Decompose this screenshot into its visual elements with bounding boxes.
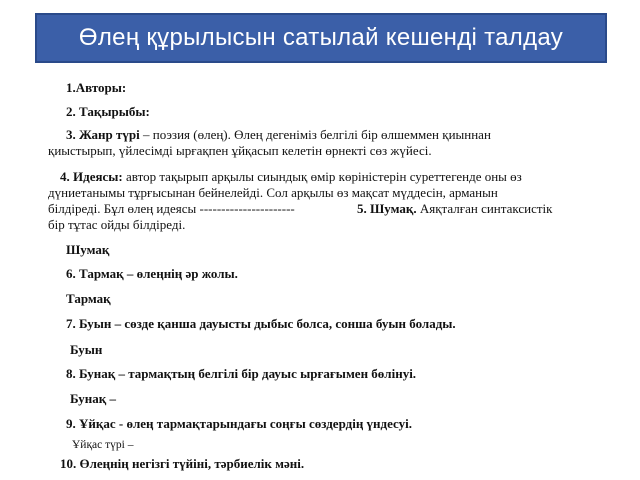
- genre-item: [66, 127, 491, 142]
- authors-item: 1.Авторы:: [66, 80, 127, 95]
- foot-heading: Бунақ –: [70, 391, 117, 406]
- line-definition: 6. Тармақ – өлеңнің әр жолы.: [66, 266, 238, 281]
- stanza-text-continued: бір тұтас ойды білдіреді.: [48, 217, 186, 232]
- page-title: Өлең құрылысын сатылай кешенді талдау: [78, 24, 564, 51]
- genre-label: 3. Жанр түрі: [66, 127, 140, 142]
- title-banner: [35, 13, 607, 63]
- core-meaning: 10. Өлеңнің негізгі түйіні, тәрбиелік мәні.: [60, 456, 305, 471]
- foot-definition: 8. Бунақ – тармақтың белгілі бір дауыс ырғағымен бөлінуі.: [66, 366, 417, 381]
- rhyme-definition: 9. Ұйқас - өлең тармақтарындағы соңғы сөздердің үндесуі.: [66, 416, 413, 431]
- stanza-label: 5. Шумақ.: [357, 201, 417, 216]
- stanza-text: Аяқталған синтаксистік: [416, 201, 553, 216]
- idea-text: автор тақырып арқылы сиындық өмір көріністерін суреттегенде оны өз: [122, 169, 522, 184]
- line-heading: Тармақ: [66, 291, 111, 306]
- idea-label: 4. Идеясы:: [60, 169, 123, 184]
- idea-item: [60, 169, 522, 184]
- stanza-item: [357, 201, 552, 216]
- syllable-heading: Буын: [70, 342, 103, 357]
- idea-text-line-2: дүниетанымы тұрғысынан бейнелейді. Сол арқылы өз мақсат мүддесін, арманын: [48, 185, 498, 200]
- genre-text-continued: қиыстырып, үйлесімді ырғақпен ұйқасып келетін өрнекті сөз жүйесі.: [48, 143, 432, 158]
- genre-text: – поэзия (өлең). Өлең дегеніміз белгілі бір өлшеммен қиыннан: [139, 127, 491, 142]
- rhyme-type: Ұйқас түрі –: [72, 439, 134, 451]
- topic-item: 2. Тақырыбы:: [66, 104, 150, 119]
- syllable-definition: 7. Буын – сөзде қанша дауысты дыбыс болса, сонша буын болады.: [66, 316, 456, 331]
- stanza-heading: Шумақ: [66, 242, 110, 257]
- idea-text-line-3: білдіреді. Бұл өлең идеясы ----------------------: [48, 201, 295, 216]
